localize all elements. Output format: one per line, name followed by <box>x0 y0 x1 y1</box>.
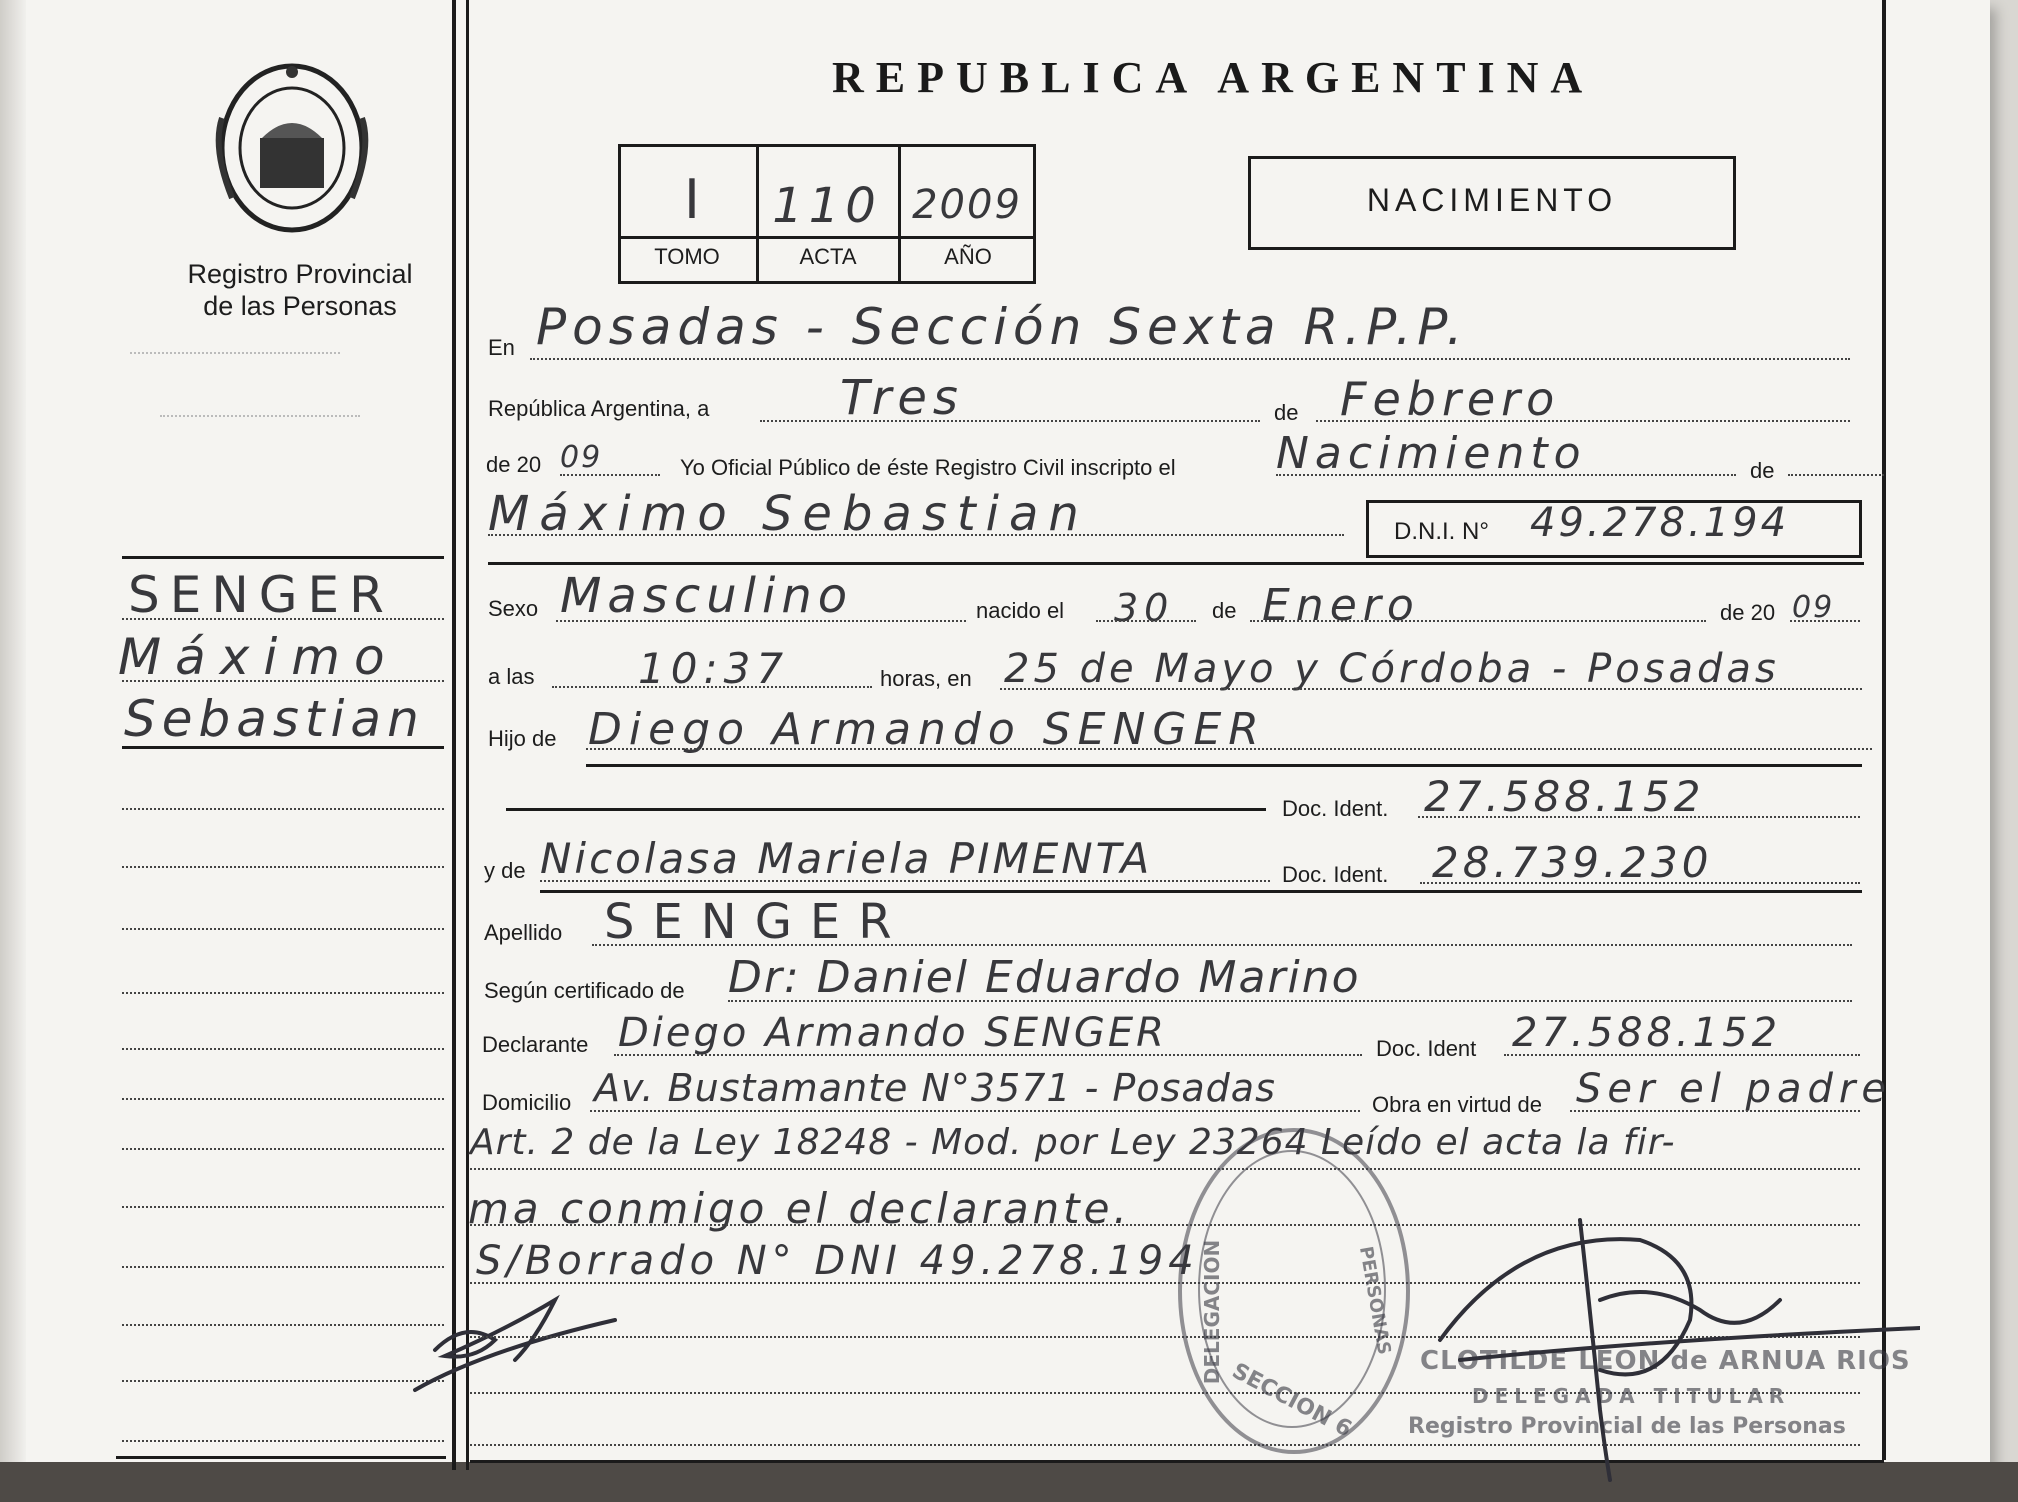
label-sexo: Sexo <box>488 596 539 621</box>
field-domicilio: Av. Bustamante N°3571 - Posadas <box>594 1066 1276 1110</box>
margin-line <box>122 1266 444 1268</box>
line-nombre <box>488 534 1344 536</box>
rule-padre <box>586 764 1862 767</box>
label-de20: de 20 <box>486 452 542 477</box>
margin-line <box>122 1048 444 1050</box>
field-nacido-dia: 30 <box>1114 586 1175 630</box>
line-declarante <box>614 1054 1362 1056</box>
margin-surname: SENGER <box>128 566 394 624</box>
registry-name <box>150 258 450 322</box>
field-obra: Ser el padre <box>1576 1066 1892 1112</box>
line-hora <box>552 686 872 688</box>
line-declarante-doc <box>1504 1054 1860 1056</box>
label-apellido: Apellido <box>484 920 563 945</box>
margin-line <box>130 352 340 354</box>
margin-line <box>122 808 444 810</box>
tomo-label: TOMO <box>654 244 720 269</box>
line-padre-doc <box>1418 816 1860 818</box>
field-apellido: SENGER <box>604 894 910 950</box>
stamp-text-left: DELEGACION <box>1200 1239 1225 1385</box>
label-nacido: nacido el <box>976 598 1065 623</box>
page-edge <box>0 0 26 1470</box>
label-alas: a las <box>488 664 535 689</box>
label-dni: D.N.I. N° <box>1394 518 1489 545</box>
field-lugar-nac: 25 de Mayo y Córdoba - Posadas <box>1004 646 1780 692</box>
margin-name1: Máximo <box>118 628 399 686</box>
line-certificado <box>728 1000 1852 1002</box>
line-lugar <box>530 358 1850 360</box>
act-type-label: NACIMIENTO <box>1366 182 1618 218</box>
provincial-seal <box>212 58 372 238</box>
label-docident-madre: Doc. Ident. <box>1282 862 1389 887</box>
line-apellido <box>592 944 1852 946</box>
field-nombre: Máximo Sebastian <box>488 486 1089 542</box>
field-hora: 10:37 <box>638 644 790 693</box>
act-box-divider <box>756 144 759 284</box>
margin-line <box>122 1206 444 1208</box>
margin-line <box>122 866 444 868</box>
official-org: Registro Provincial de las Personas <box>1408 1414 1846 1439</box>
label-oficial: Yo Oficial Público de éste Registro Civil inscripto el <box>680 455 1176 480</box>
line-padre-extra <box>506 808 1266 811</box>
official-title: DELEGADA TITULAR <box>1472 1384 1791 1408</box>
label-en: En <box>488 335 515 360</box>
label-de-inscripto: de <box>1750 458 1775 483</box>
rule-madre <box>540 890 1862 893</box>
registry-line2: de las Personas <box>203 291 397 321</box>
field-nacido-anio: 09 <box>1792 590 1835 625</box>
margin-line <box>122 1440 444 1442</box>
obs-rule <box>470 1168 1860 1170</box>
field-dni: 49.278.194 <box>1530 500 1790 546</box>
line-lugar-nac <box>1000 688 1862 690</box>
field-padre-doc: 27.588.152 <box>1424 772 1705 821</box>
acta-label: ACTA <box>799 244 857 269</box>
field-declarante: Diego Armando SENGER <box>618 1010 1167 1056</box>
obs-line2: ma conmigo el declarante. <box>468 1184 1131 1233</box>
line-sexo <box>556 620 966 622</box>
line-dia <box>760 420 1260 422</box>
stamp-text-bottom: SECCION 6 <box>1227 1358 1356 1443</box>
margin-rule <box>122 556 444 559</box>
margin-line <box>122 928 444 930</box>
tomo-value: I <box>684 168 706 231</box>
line-padre <box>586 748 1872 750</box>
line-inscripto <box>1276 474 1736 476</box>
label-obra: Obra en virtud de <box>1372 1092 1542 1117</box>
line-anio <box>560 474 660 476</box>
label-yde: y de <box>484 858 526 883</box>
label-de-mes: de <box>1274 400 1299 425</box>
label-de20-nacido: de 20 <box>1720 600 1776 625</box>
margin-line <box>122 992 444 994</box>
line-nacido-dia <box>1096 620 1196 622</box>
field-mes: Febrero <box>1340 372 1561 426</box>
field-madre-doc: 28.739.230 <box>1432 838 1713 887</box>
country-title: REPUBLICA ARGENTINA <box>832 53 1595 102</box>
field-sexo: Masculino <box>560 568 854 624</box>
label-de-nacido: de <box>1212 598 1237 623</box>
margin-line <box>122 1324 444 1326</box>
margin-divider-inner <box>466 0 469 1470</box>
field-madre: Nicolasa Mariela PIMENTA <box>540 834 1153 883</box>
margin-signature <box>405 1280 635 1400</box>
field-padre: Diego Armando SENGER <box>588 704 1266 755</box>
obs-line1: Art. 2 de la Ley 18248 - Mod. por Ley 23264 Leído el acta la fir- <box>470 1122 1676 1163</box>
label-domicilio: Domicilio <box>482 1090 572 1115</box>
field-lugar: Posadas - Sección Sexta R.P.P. <box>536 298 1469 356</box>
margin-line <box>122 618 444 620</box>
act-box-divider <box>898 144 901 284</box>
label-segun: Según certificado de <box>484 978 685 1003</box>
anio-value: 2009 <box>912 182 1022 228</box>
margin-name2: Sebastian <box>124 690 425 748</box>
line-nacido-anio <box>1790 620 1860 622</box>
field-anio: 09 <box>560 440 603 475</box>
acta-value: 110 <box>772 178 882 234</box>
line-de <box>1788 474 1884 476</box>
field-inscripto: Nacimiento <box>1276 428 1587 479</box>
field-dia: Tres <box>840 370 964 426</box>
line-domicilio <box>590 1110 1360 1112</box>
field-certificado: Dr: Daniel Eduardo Marino <box>728 952 1361 1003</box>
margin-line <box>122 1148 444 1150</box>
anio-label: AÑO <box>944 244 992 269</box>
line-madre <box>540 880 1270 882</box>
margin-rule <box>122 746 444 749</box>
obs-line3: S/Borrado N° DNI 49.278.194 <box>476 1238 1199 1284</box>
margin-line <box>122 1098 444 1100</box>
registry-line1: Registro Provincial <box>187 259 413 289</box>
stamp-text-right: PERSONAS <box>1354 1244 1395 1357</box>
line-nacido-mes <box>1250 620 1706 622</box>
margin-rule <box>116 1456 446 1459</box>
field-nacido-mes: Enero <box>1262 580 1420 631</box>
margin-line <box>160 415 360 417</box>
margin-line <box>122 680 444 682</box>
official-signature <box>1400 1190 1920 1490</box>
label-republica: República Argentina, a <box>488 396 710 421</box>
official-name: CLOTILDE LEON de ARNUA RIOS <box>1420 1346 1911 1376</box>
label-docident-padre: Doc. Ident. <box>1282 796 1389 821</box>
label-declarante: Declarante <box>482 1032 589 1057</box>
line-madre-doc <box>1420 882 1860 884</box>
line-obra <box>1570 1110 1860 1112</box>
label-horas: horas, en <box>880 666 972 691</box>
field-declarante-doc: 27.588.152 <box>1512 1010 1782 1056</box>
section-rule <box>488 562 1864 565</box>
act-box-rule <box>618 236 1036 239</box>
label-docident-declarante: Doc. Ident <box>1376 1036 1477 1061</box>
label-hijo: Hijo de <box>488 726 557 751</box>
margin-line <box>122 1380 444 1382</box>
margin-divider <box>452 0 456 1470</box>
